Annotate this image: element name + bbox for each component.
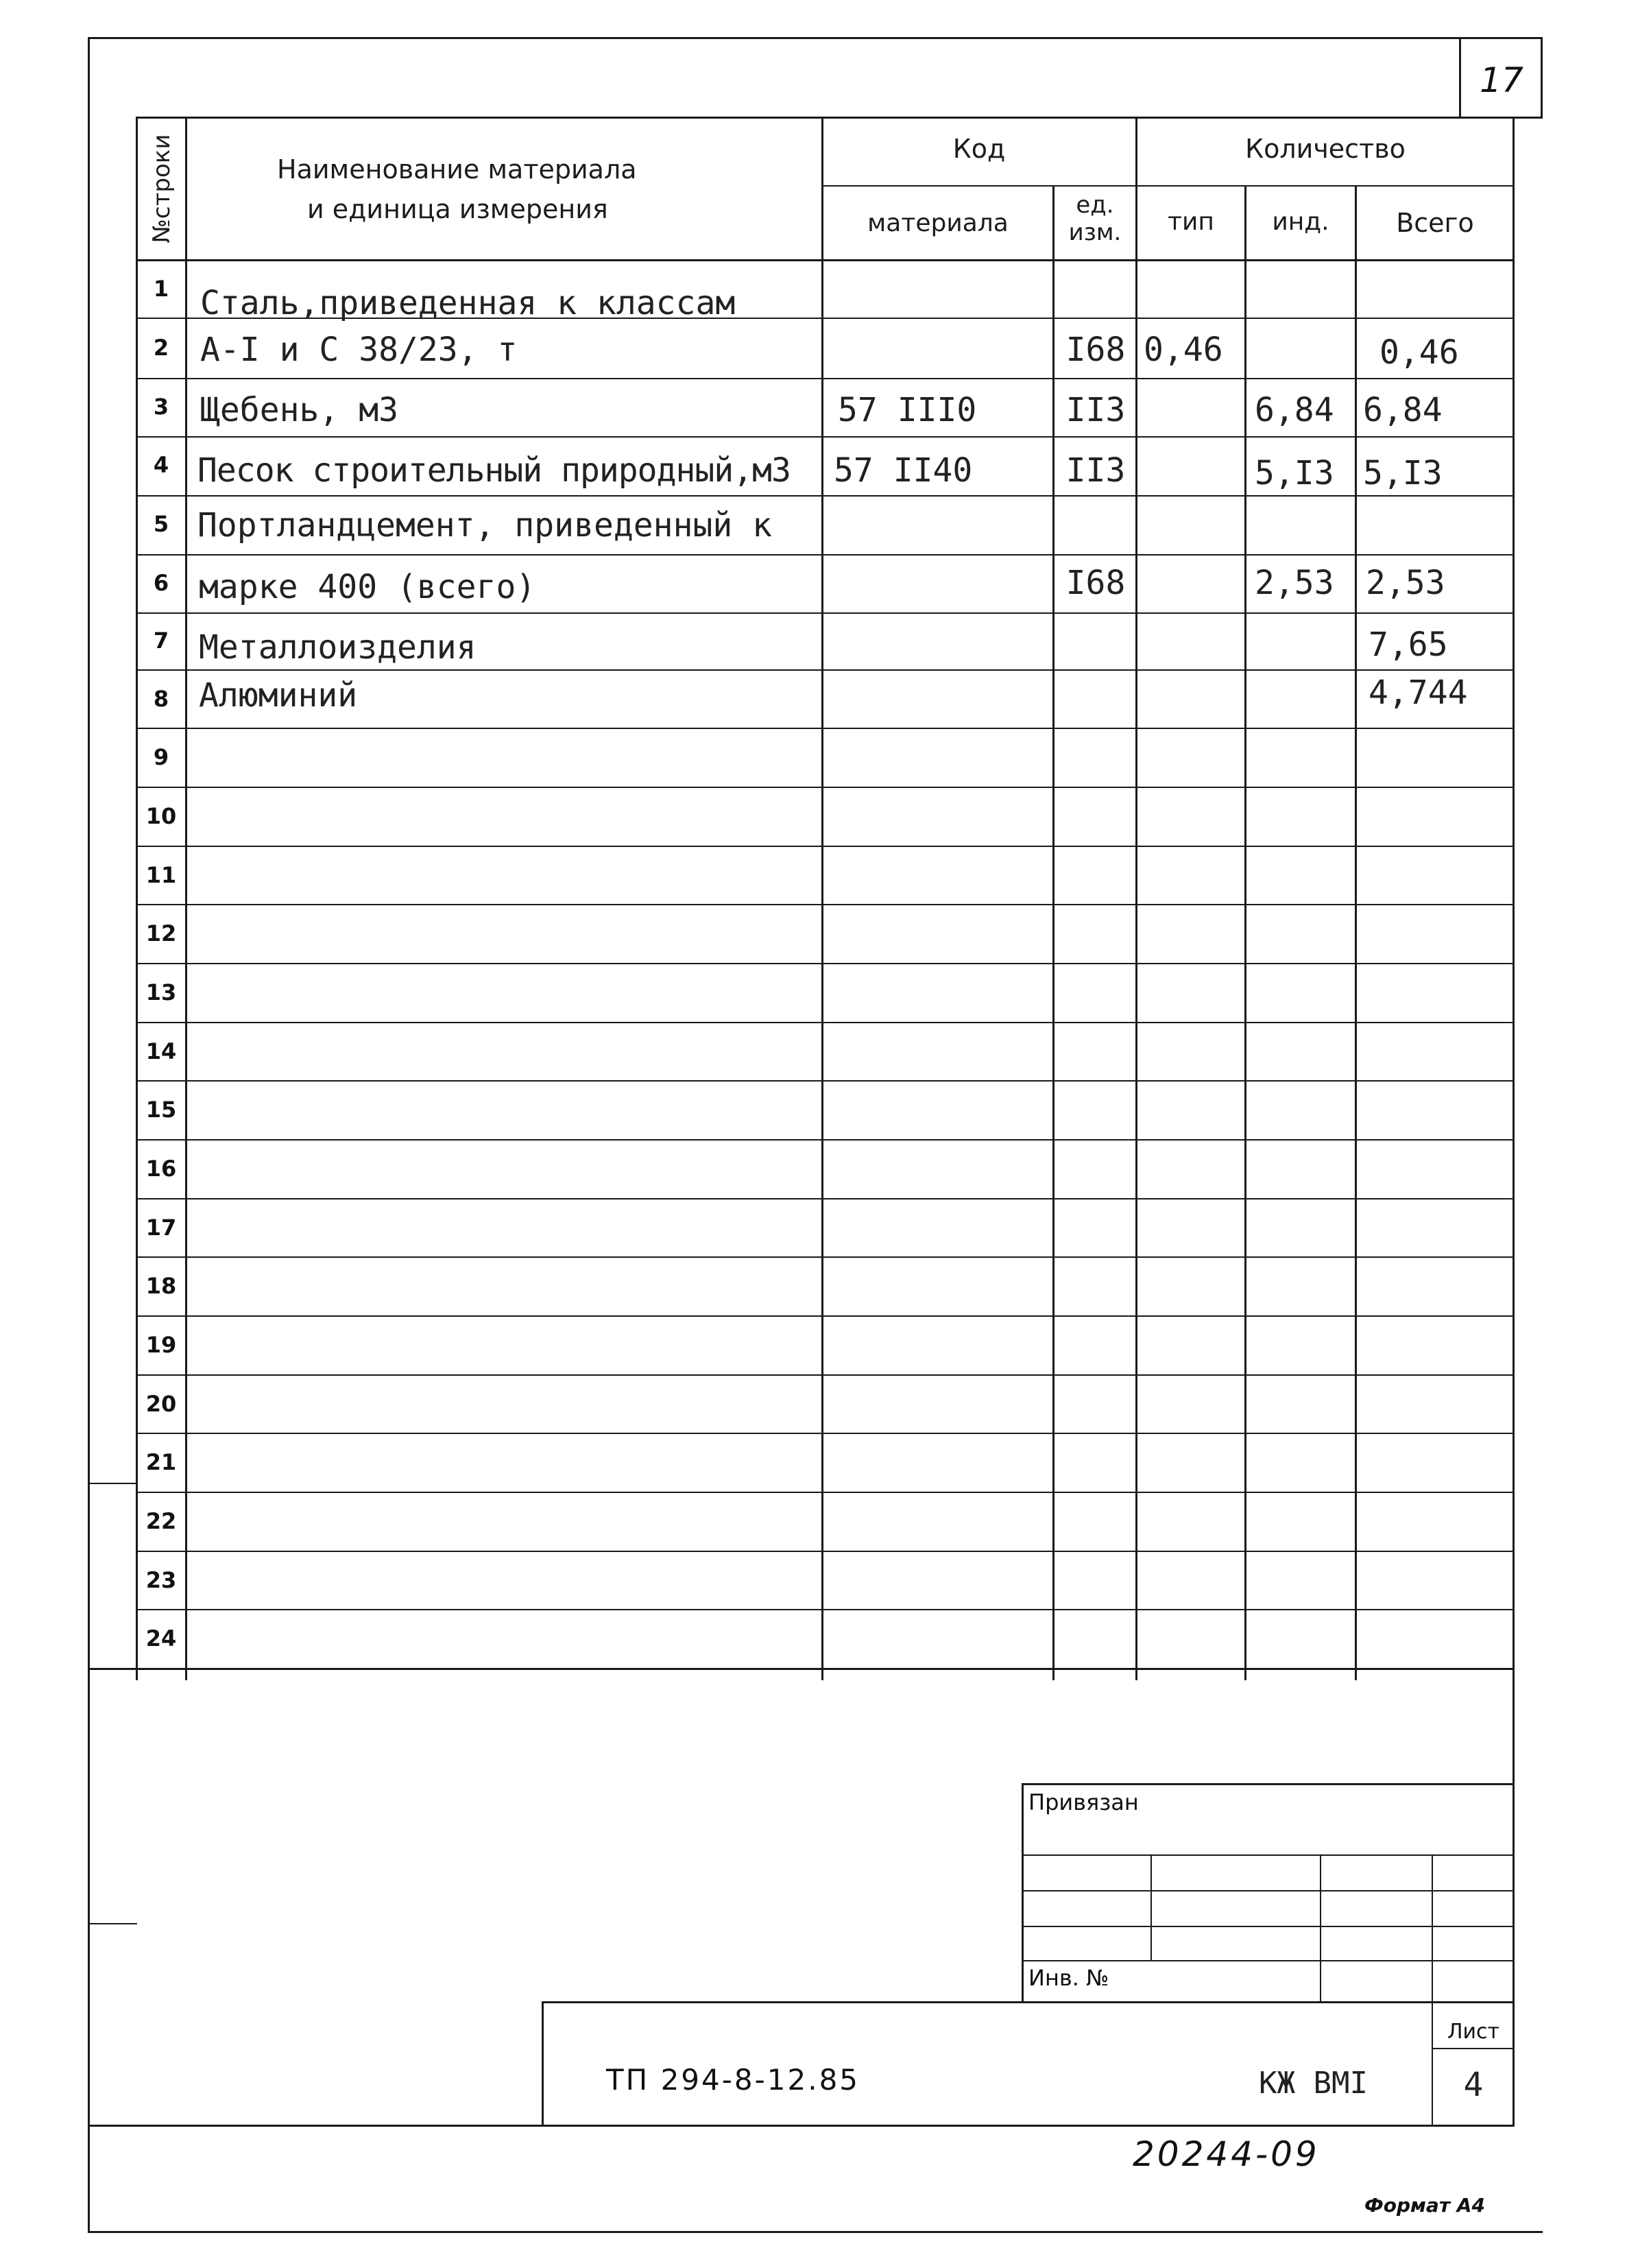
row-divider	[136, 1492, 1512, 1493]
header-code-material: материала	[867, 209, 1009, 237]
row-divider	[136, 436, 1512, 438]
margin-tick	[88, 1923, 137, 1924]
material-code: 57 III0	[838, 391, 977, 429]
main-stamp-bottom	[88, 2125, 1515, 2127]
outer-frame-bottom	[88, 2231, 1543, 2233]
row-divider	[136, 1022, 1512, 1023]
sheet-label: Лист	[1447, 2020, 1500, 2044]
row-number: 24	[145, 1625, 177, 1651]
rownum-col-divider	[185, 117, 187, 1680]
material-name: Алюминий	[199, 676, 358, 715]
inventory-number: 20244-09	[1133, 2134, 1320, 2174]
row-divider	[136, 1256, 1512, 1258]
row-number: 9	[153, 744, 169, 770]
row-number: 22	[145, 1508, 177, 1534]
row-divider	[136, 378, 1512, 379]
qty-total: 7,65	[1369, 625, 1448, 664]
row-divider	[136, 612, 1512, 614]
unit-code: II3	[1065, 391, 1126, 429]
row-divider	[136, 904, 1512, 905]
row-number: 15	[145, 1097, 177, 1123]
row-divider	[136, 1433, 1512, 1434]
row-number: 5	[153, 511, 169, 537]
material-name: Песок строительный природный,м3	[197, 451, 791, 490]
stamp-top-border	[1022, 1783, 1515, 1785]
material-name: Портландцемент, приведенный к	[197, 506, 773, 545]
row-divider	[136, 1080, 1512, 1082]
header-name-line1: Наименование материала	[277, 154, 637, 184]
row-number: 21	[145, 1449, 177, 1475]
qty-ind: 5,I3	[1255, 454, 1334, 492]
qty-total: 2,53	[1366, 564, 1445, 602]
row-divider	[136, 669, 1512, 671]
unit-code: I68	[1065, 331, 1126, 369]
qty-total: 5,I3	[1363, 454, 1443, 492]
stamp-left-border	[1022, 1783, 1024, 2003]
type-col-divider	[1244, 185, 1246, 1680]
header-qty-total: Всего	[1396, 208, 1474, 238]
row-number: 16	[145, 1156, 177, 1182]
stamp-grid-line	[1022, 1926, 1515, 1927]
unit-code: II3	[1065, 451, 1126, 490]
name-col-divider	[821, 117, 823, 1680]
row-number: 19	[145, 1332, 177, 1358]
row-divider	[136, 554, 1512, 556]
header-unit-line2: изм.	[1068, 219, 1122, 246]
row-number: 2	[153, 335, 169, 361]
row-number: 10	[145, 803, 177, 829]
qty-total: 6,84	[1363, 391, 1443, 429]
row-number: 7	[153, 628, 169, 654]
row-number: 13	[145, 979, 177, 1005]
sheet-label-divider	[1432, 2048, 1515, 2049]
header-bottom-border	[136, 259, 1512, 261]
material-name: Металлоизделия	[199, 628, 477, 667]
header-qty-ind: инд.	[1272, 208, 1329, 236]
row-divider	[136, 728, 1512, 729]
stamp-grid-line	[1022, 1960, 1515, 1961]
sheet-number: 4	[1463, 2066, 1484, 2104]
header-qty-type: тип	[1168, 208, 1214, 236]
row-number: 11	[145, 862, 177, 888]
table-bottom-border	[88, 1668, 1515, 1670]
header-unit-line1: ед.	[1076, 191, 1114, 219]
row-divider	[136, 1139, 1512, 1141]
material-name: А-I и С 38/23, т	[200, 331, 518, 369]
header-row-number: №строки	[148, 134, 176, 243]
stamp-vline	[1150, 1854, 1152, 1960]
outer-frame-right	[1541, 37, 1543, 118]
row-divider	[136, 1315, 1512, 1317]
row-number: 12	[145, 920, 177, 946]
row-number: 3	[153, 394, 169, 420]
document-code: ТП 294-8-12.85	[606, 2063, 860, 2097]
row-number: 17	[145, 1215, 177, 1241]
row-number: 23	[145, 1567, 177, 1593]
row-divider	[136, 1551, 1512, 1552]
main-stamp-top	[542, 2001, 1515, 2003]
margin-tick	[88, 1483, 137, 1484]
stamp-grid-line	[1022, 1854, 1515, 1856]
qty-ind: 2,53	[1255, 564, 1334, 602]
header-group-divider	[821, 185, 1512, 187]
ind-col-divider	[1355, 185, 1357, 1680]
attached-label: Привязан	[1028, 1789, 1139, 1815]
row-divider	[136, 1198, 1512, 1199]
outer-frame-left	[88, 37, 90, 2232]
qty-ind: 6,84	[1255, 391, 1334, 429]
row-number: 20	[145, 1391, 177, 1417]
row-number: 8	[153, 686, 169, 712]
outer-frame-top	[88, 37, 1543, 39]
qty-total: 0,46	[1379, 333, 1459, 372]
format-label: Формат А4	[1364, 2194, 1485, 2217]
row-number: 14	[145, 1038, 177, 1064]
row-number: 6	[153, 570, 169, 596]
row-number: 1	[153, 276, 169, 302]
main-stamp-left	[542, 2001, 544, 2126]
page-number-box-left	[1459, 37, 1461, 118]
header-code-group: Код	[952, 134, 1006, 164]
row-divider	[136, 495, 1512, 497]
row-number: 4	[153, 452, 169, 478]
material-name: Сталь,приведенная к классам	[200, 284, 736, 322]
inv-label: Инв. №	[1028, 1965, 1109, 1991]
row-divider	[136, 787, 1512, 788]
material-name: марке 400 (всего)	[199, 568, 536, 606]
unit-code: I68	[1065, 564, 1126, 602]
table-top-border	[136, 117, 1495, 119]
qty-total: 4,744	[1369, 673, 1468, 712]
page-number: 17	[1480, 60, 1523, 100]
header-name-line2: и единица измерения	[307, 194, 608, 224]
row-divider	[136, 1374, 1512, 1376]
row-divider	[136, 963, 1512, 964]
table-right-border	[1512, 117, 1515, 2126]
document-mark: КЖ ВМI	[1259, 2066, 1368, 2101]
qty-type: 0,46	[1144, 331, 1223, 369]
header-qty-group: Количество	[1245, 134, 1406, 164]
stamp-grid-line	[1022, 1890, 1515, 1891]
row-number: 18	[145, 1273, 177, 1299]
row-divider	[136, 1609, 1512, 1610]
row-divider	[136, 846, 1512, 847]
material-code: 57 II40	[834, 451, 973, 490]
stamp-vline	[1320, 1854, 1321, 2003]
material-name: Щебень, м3	[200, 391, 398, 429]
